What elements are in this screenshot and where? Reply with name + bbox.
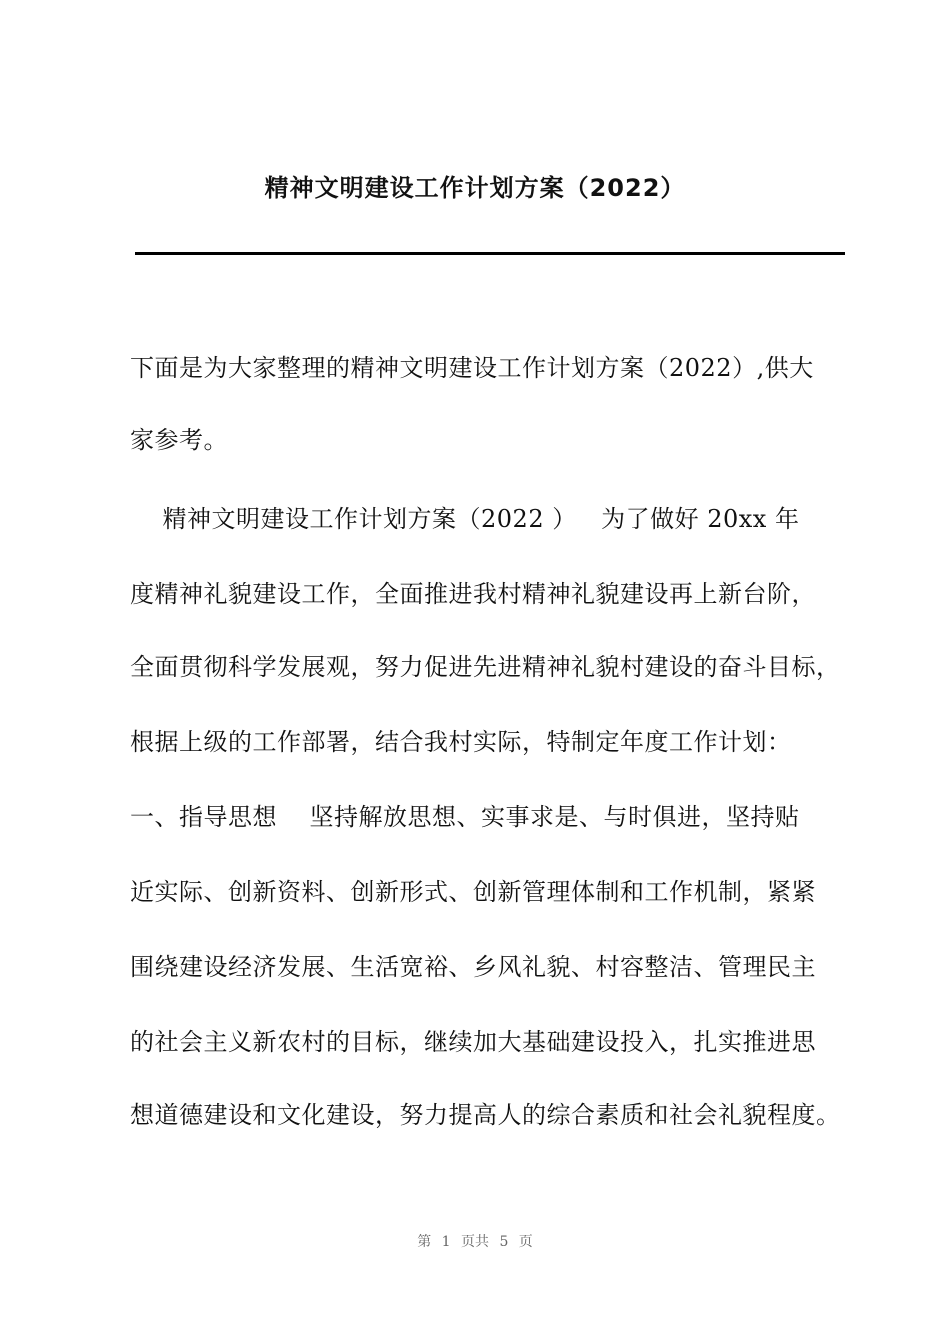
page-number-footer: 第 1 页共 5 页 — [417, 1234, 533, 1250]
paragraph-line: 根据上级的工作部署，结合我村实际，特制定年度工作计划： — [130, 728, 792, 756]
paragraph-line: 度精神礼貌建设工作，全面推进我村精神礼貌建设再上新台阶， — [130, 580, 816, 608]
paragraph-line: 的社会主义新农村的目标，继续加大基础建设投入，扎实推进思 — [130, 1028, 816, 1056]
paragraph-line: 下面是为大家整理的精神文明建设工作计划方案（2022）,供大 — [130, 354, 814, 382]
paragraph-line: 近实际、创新资料、创新形式、创新管理体制和工作机制，紧紧 — [130, 878, 816, 906]
document-title: 精神文明建设工作计划方案（2022） — [264, 174, 686, 202]
paragraph-line: 家参考。 — [130, 426, 228, 454]
paragraph-line: 围绕建设经济发展、生活宽裕、乡风礼貌、村容整洁、管理民主 — [130, 953, 816, 981]
paragraph-line: 一、指导思想 坚持解放思想、实事求是、与时俱进，坚持贴 — [130, 803, 800, 831]
title-underline — [135, 252, 845, 255]
paragraph-line: 精神文明建设工作计划方案（2022 ） 为了做好 20xx 年 — [130, 505, 800, 533]
paragraph-line: 想道德建设和文化建设，努力提高人的综合素质和社会礼貌程度。 — [130, 1101, 841, 1129]
paragraph-line: 全面贯彻科学发展观，努力促进先进精神礼貌村建设的奋斗目标， — [130, 653, 841, 681]
